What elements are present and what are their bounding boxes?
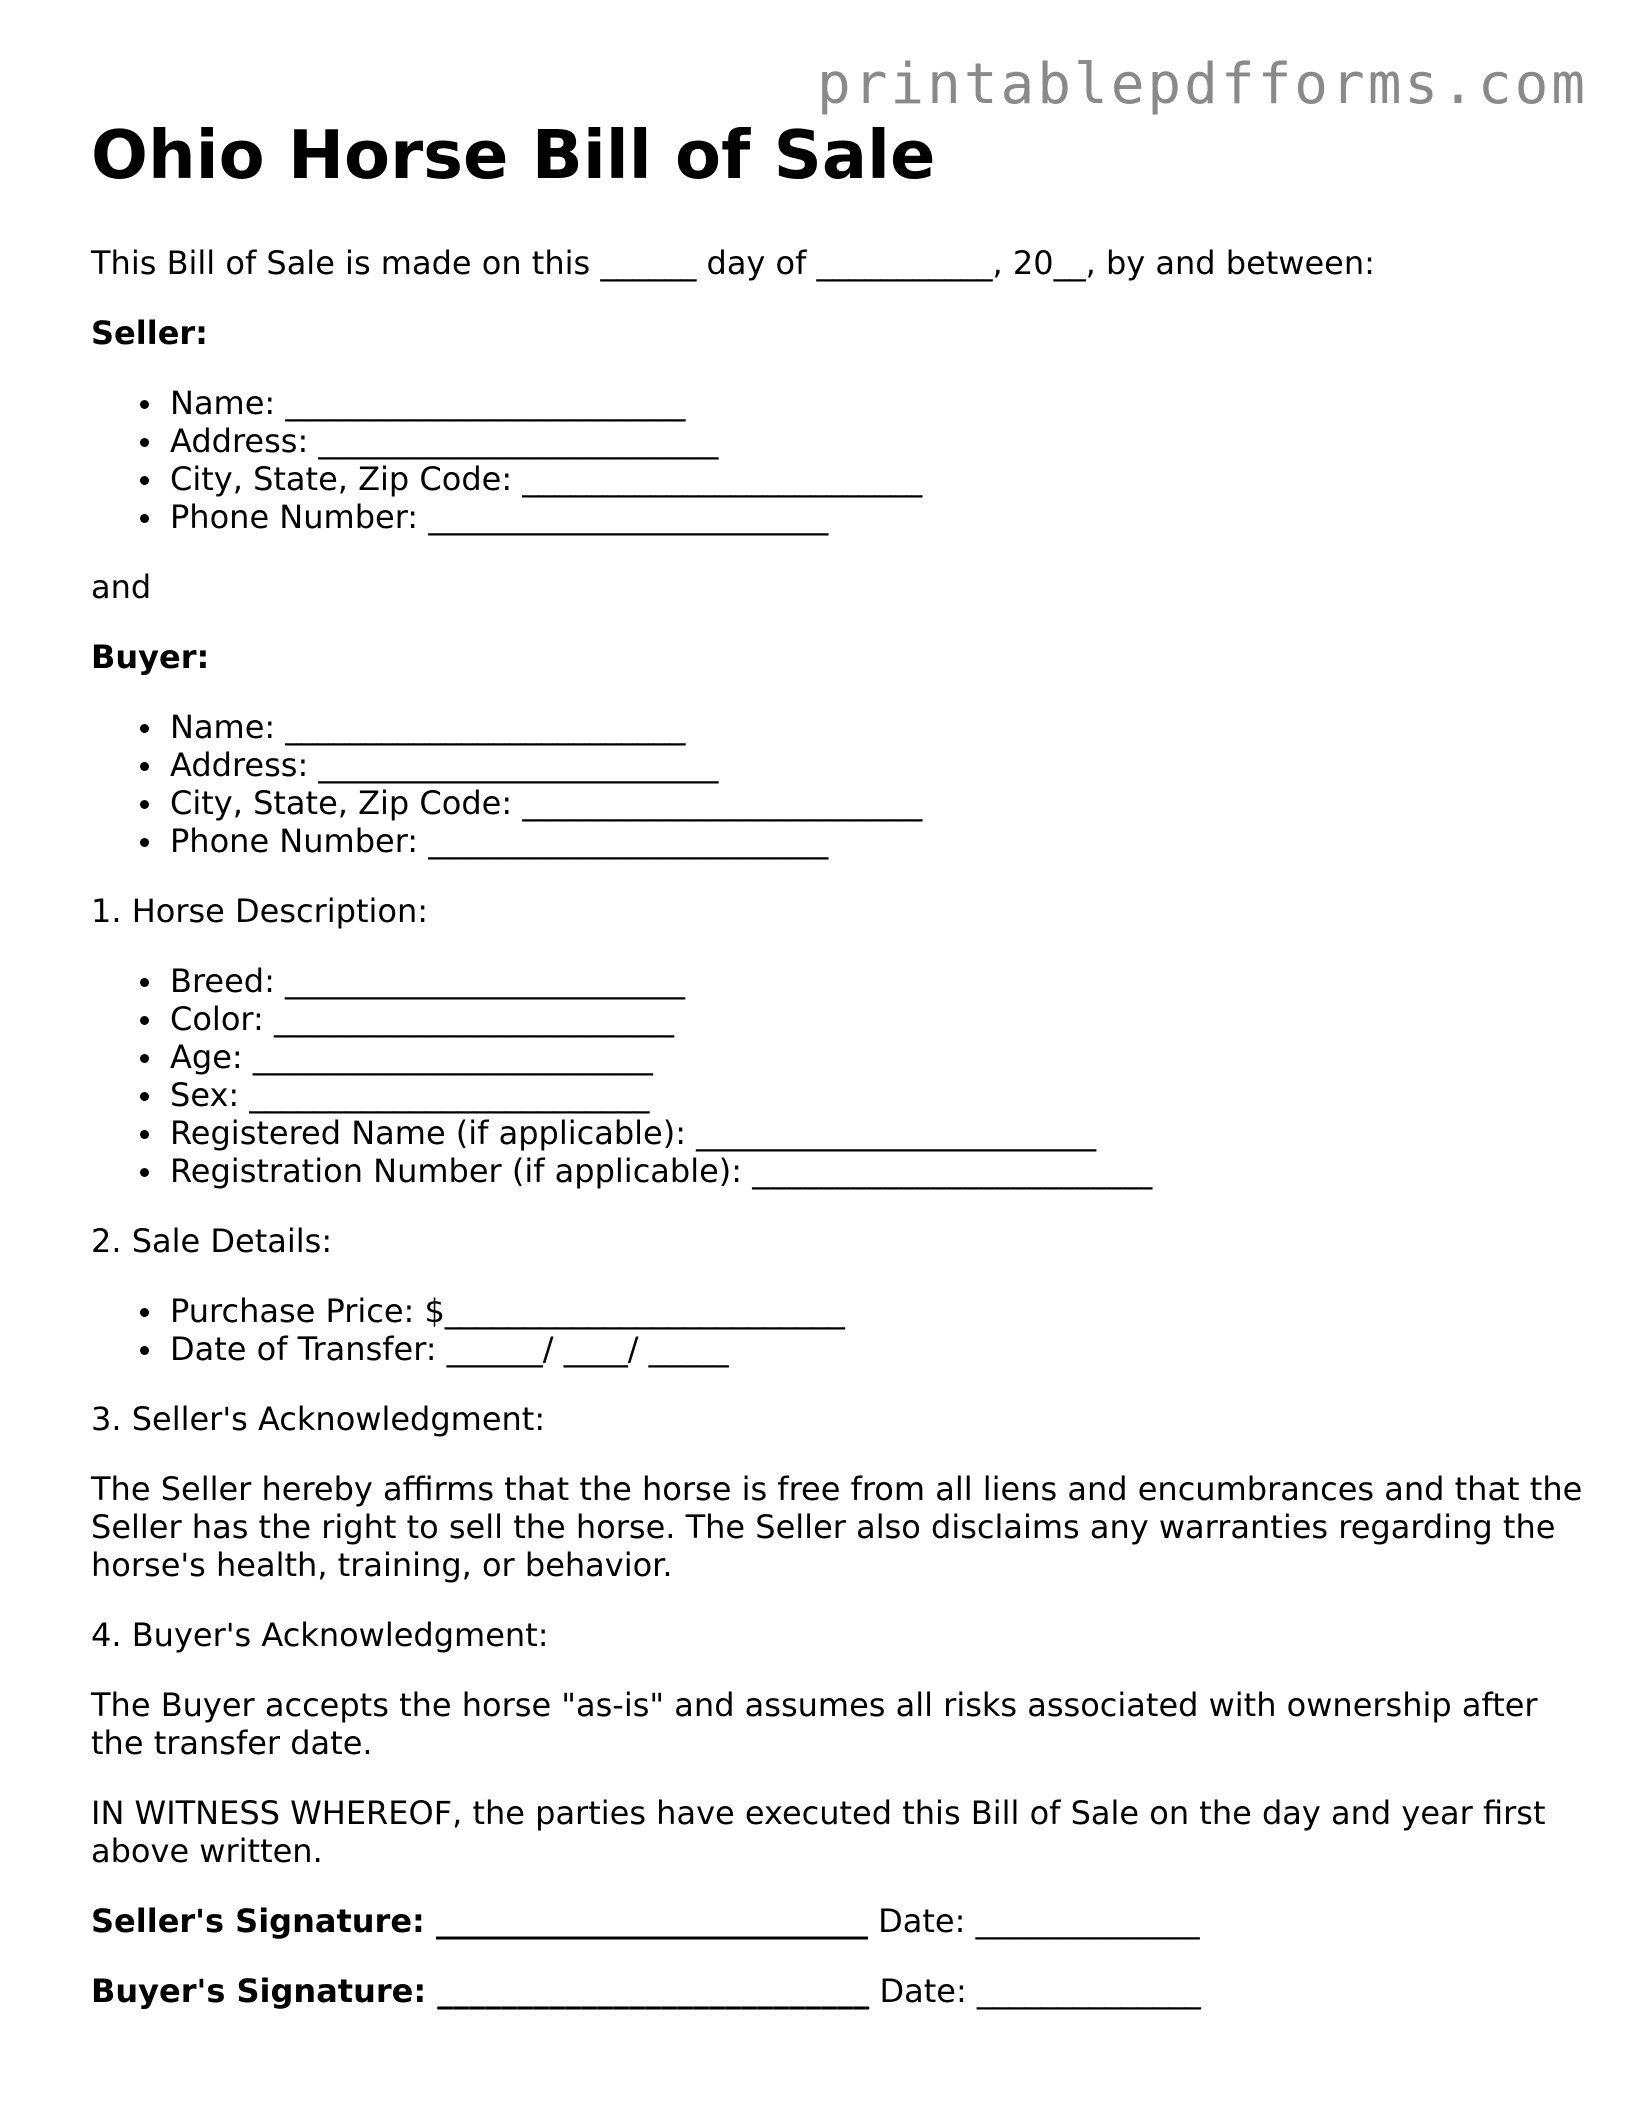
buyer-heading-label: Buyer: bbox=[91, 638, 210, 676]
document-title: Ohio Horse Bill of Sale bbox=[91, 116, 936, 194]
horse-description-heading: 1. Horse Description: bbox=[91, 892, 429, 930]
buyer-signature-row bbox=[91, 1972, 1591, 2010]
seller-name-field: Name: _________________________ bbox=[170, 384, 1591, 422]
buyer-address-field: Address: _________________________ bbox=[170, 746, 1591, 784]
horse-color-field: Color: _________________________ bbox=[170, 1000, 1591, 1038]
seller-signature-label: Seller's Signature: ___________________________ bbox=[91, 1902, 868, 1940]
document-page bbox=[91, 115, 1591, 2010]
buyer-name-field: Name: _________________________ bbox=[170, 708, 1591, 746]
horse-age-field: Age: _________________________ bbox=[170, 1038, 1591, 1076]
horse-registered-name-field: Registered Name (if applicable): _________________________ bbox=[170, 1114, 1591, 1152]
horse-sex-field: Sex: _________________________ bbox=[170, 1076, 1591, 1114]
horse-fields-list bbox=[91, 962, 1591, 1190]
and-text: and bbox=[91, 568, 152, 606]
seller-address-field: Address: _________________________ bbox=[170, 422, 1591, 460]
witness-paragraph: IN WITNESS WHEREOF, the parties have executed this Bill of Sale on the day and year first above written. bbox=[91, 1794, 1546, 1870]
sale-fields-list bbox=[91, 1292, 1591, 1368]
buyer-acknowledgment-heading: 4. Buyer's Acknowledgment: bbox=[91, 1616, 549, 1654]
buyer-signature-label: Buyer's Signature: ___________________________ bbox=[91, 1972, 870, 2010]
horse-breed-field: Breed: _________________________ bbox=[170, 962, 1591, 1000]
seller-acknowledgment-text: The Seller hereby affirms that the horse is free from all liens and encumbrances and that the Seller has the right to sell the horse. The Seller also disclaims any warranties regarding the horse's health, training, or behavior. bbox=[91, 1470, 1583, 1584]
watermark-text: printablepdfforms.com bbox=[816, 52, 1588, 117]
buyer-city-state-zip-field: City, State, Zip Code: _________________________ bbox=[170, 784, 1591, 822]
seller-heading bbox=[91, 314, 1591, 352]
buyer-phone-field: Phone Number: _________________________ bbox=[170, 822, 1591, 860]
sale-details-heading: 2. Sale Details: bbox=[91, 1222, 333, 1260]
date-of-transfer-field: Date of Transfer: ______/ ____/ _____ bbox=[170, 1330, 1591, 1368]
buyer-signature-date: Date: ______________ bbox=[869, 1972, 1201, 2010]
seller-city-state-zip-field: City, State, Zip Code: _________________________ bbox=[170, 460, 1591, 498]
buyer-heading bbox=[91, 638, 1591, 676]
seller-heading-label: Seller: bbox=[91, 314, 208, 352]
seller-signature-date: Date: ______________ bbox=[867, 1902, 1200, 1940]
buyer-fields-list bbox=[91, 708, 1591, 860]
seller-acknowledgment-heading: 3. Seller's Acknowledgment: bbox=[91, 1400, 546, 1438]
seller-phone-field: Phone Number: _________________________ bbox=[170, 498, 1591, 536]
buyer-acknowledgment-text: The Buyer accepts the horse "as-is" and assumes all risks associated with ownership after the transfer date. bbox=[91, 1686, 1538, 1762]
seller-fields-list bbox=[91, 384, 1591, 536]
horse-registration-number-field: Registration Number (if applicable): _________________________ bbox=[170, 1152, 1591, 1190]
intro-paragraph: This Bill of Sale is made on this ______ day of ___________, 20__, by and between: bbox=[91, 244, 1375, 282]
seller-signature-row bbox=[91, 1902, 1591, 1940]
purchase-price-field: Purchase Price: $_________________________ bbox=[170, 1292, 1591, 1330]
